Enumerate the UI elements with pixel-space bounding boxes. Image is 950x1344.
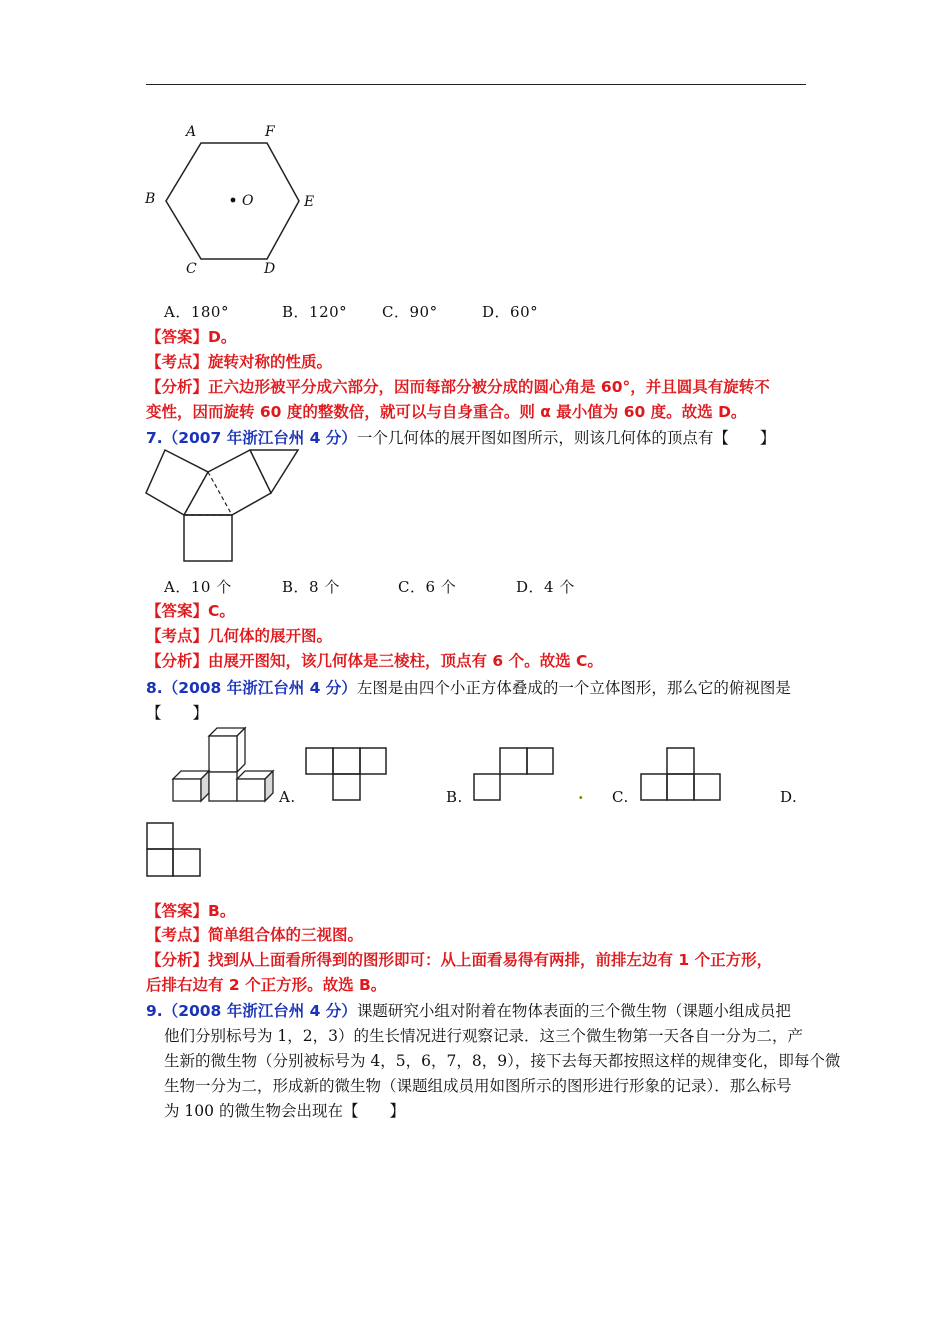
q7-analysis-text: 由展开图知，该几何体是三棱柱，顶点有 6 个。故选 C。 <box>208 652 603 670</box>
q6-answer-tag: 【答案】 <box>146 328 209 346</box>
q7-answer-value: C。 <box>208 602 235 620</box>
q6-analysis-tag: 【分析】 <box>146 378 209 396</box>
q6-point-tag: 【考点】 <box>146 353 209 371</box>
q8-point <box>146 923 363 945</box>
q7-answer-tag: 【答案】 <box>146 602 209 620</box>
q6-choice-d: D．60° <box>482 303 539 321</box>
vertex-label-a: A <box>186 124 197 140</box>
q8-option-a-figure <box>303 745 389 803</box>
q6-point-value: 旋转对称的性质。 <box>208 353 333 371</box>
cubes-3d-figure <box>165 722 280 804</box>
header-rule <box>146 84 806 85</box>
q8-option-b-figure <box>471 745 557 803</box>
q8-answer <box>146 899 235 921</box>
q7-point-value: 几何体的展开图。 <box>208 627 333 645</box>
q6-choice-b: B．120° <box>282 303 348 321</box>
q9-source: （2008 年浙江台州 4 分） <box>162 1002 357 1020</box>
q9-line1-text: 课题研究小组对附着在物体表面的三个微生物（课题小组成员把 <box>356 1002 791 1020</box>
q7-point <box>146 624 332 646</box>
q6-choice-c: C．90° <box>382 303 438 321</box>
hexagon-figure <box>140 120 330 280</box>
vertex-label-c: C <box>186 261 197 277</box>
q8-stem-text: 左图是由四个小正方体叠成的一个立体图形，那么它的俯视图是 <box>356 679 791 697</box>
q8-answer-value: B。 <box>208 902 236 920</box>
prism-net-figure <box>140 445 310 567</box>
q8-option-a-label: A. <box>279 788 296 806</box>
q9-line1 <box>146 999 791 1021</box>
vertex-label-b: B <box>145 191 156 207</box>
q7-choice-b: B．8 个 <box>282 578 340 596</box>
q8-number: 8. <box>146 679 163 697</box>
q8-point-tag: 【考点】 <box>146 926 209 944</box>
q8-answer-tag: 【答案】 <box>146 902 209 920</box>
q6-analysis-text1: 正六边形被平分成六部分，因而每部分被分成的圆心角是 60°，并且圆具有旋转不 <box>208 378 770 396</box>
q7-number: 7. <box>146 429 163 447</box>
q8-option-b-label: B. <box>446 788 463 806</box>
q6-analysis-line2: 变性，因而旋转 60 度的整数倍，就可以与自身重合。则 α 最小值为 60 度。故选 D。 <box>146 403 747 421</box>
vertex-label-d: D <box>264 261 276 277</box>
q6-point <box>146 350 332 372</box>
q8-option-c-figure <box>638 745 724 803</box>
q9-line5: 为 100 的微生物会出现在【 】 <box>164 1102 405 1120</box>
q6-answer-value: D。 <box>208 328 237 346</box>
q7-analysis-tag: 【分析】 <box>146 652 209 670</box>
q7-point-tag: 【考点】 <box>146 627 209 645</box>
q6-analysis-line1 <box>146 375 770 397</box>
q7-analysis <box>146 649 603 671</box>
center-label-o: O <box>242 193 254 209</box>
q9-line3: 生新的微生物（分别被标号为 4，5，6，7，8，9），接下去每天都按照这样的规律变化，即每个微 <box>164 1052 841 1070</box>
q7-choice-d: D．4 个 <box>516 578 575 596</box>
q9-number: 9. <box>146 1002 163 1020</box>
q8-option-d-figure <box>144 820 204 880</box>
q7-source: （2007 年浙江台州 4 分） <box>162 429 357 447</box>
q8-option-d-label: D. <box>780 788 798 806</box>
q7-answer <box>146 599 235 621</box>
q7-stem-text: 一个几何体的展开图如图所示，则该几何体的顶点有【 】 <box>356 429 776 447</box>
q8-point-value: 简单组合体的三视图。 <box>208 926 364 944</box>
q8-analysis-line2: 后排右边有 2 个正方形。故选 B。 <box>146 976 387 994</box>
q8-source: （2008 年浙江台州 4 分） <box>162 679 357 697</box>
q8-analysis-text1: 找到从上面看所得到的图形即可：从上面看易得有两排，前排左边有 1 个正方形， <box>208 951 773 969</box>
vertex-label-e: E <box>304 194 315 210</box>
vertex-label-f: F <box>265 124 275 140</box>
q6-answer <box>146 325 236 347</box>
q6-choice-a: A．180° <box>164 303 229 321</box>
q8-analysis-tag: 【分析】 <box>146 951 209 969</box>
q8-analysis-line1 <box>146 948 772 970</box>
stray-dot: . <box>578 784 584 803</box>
q8-option-c-label: C. <box>612 788 629 806</box>
q9-line4: 生物一分为二，形成新的微生物（课题组成员用如图所示的图形进行形象的记录）．那么标号 <box>164 1077 792 1095</box>
q8-stem <box>146 676 791 698</box>
q7-choice-a: A．10 个 <box>164 578 232 596</box>
q8-bracket: 【 】 <box>146 704 209 722</box>
q9-line2: 他们分别标号为 1，2，3）的生长情况进行观察记录．这三个微生物第一天各自一分为二，产 <box>164 1027 804 1045</box>
q7-choice-c: C．6 个 <box>398 578 457 596</box>
